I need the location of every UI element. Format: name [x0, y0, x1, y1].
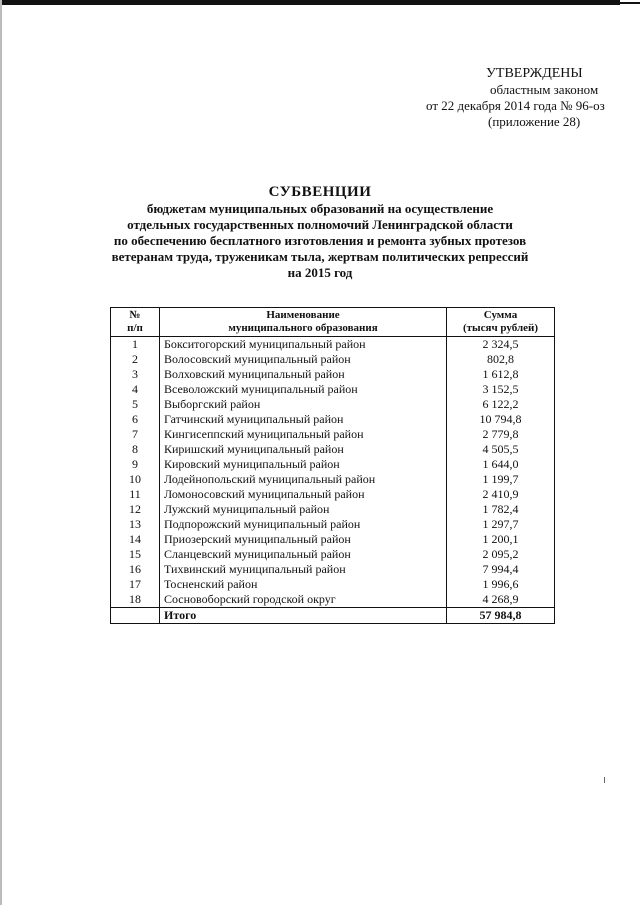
- row-sum: 1 996,6: [447, 577, 555, 592]
- table-row: [111, 592, 555, 608]
- row-name: Всеволожский муниципальный район: [160, 382, 447, 397]
- table-row: [111, 457, 555, 472]
- table-row: [111, 337, 555, 353]
- table-row: [111, 472, 555, 487]
- row-sum: 1 200,1: [447, 532, 555, 547]
- table-row: [111, 412, 555, 427]
- scan-left-edge: [0, 0, 2, 905]
- row-sum: 1 644,0: [447, 457, 555, 472]
- row-number: 2: [111, 352, 160, 367]
- header-sum: [447, 308, 555, 337]
- row-number: 12: [111, 502, 160, 517]
- row-number: 13: [111, 517, 160, 532]
- row-name: Ломоносовский муниципальный район: [160, 487, 447, 502]
- header-number-line1: №: [129, 309, 141, 321]
- row-sum: 2 095,2: [447, 547, 555, 562]
- row-sum: 1 199,7: [447, 472, 555, 487]
- row-sum: 4 505,5: [447, 442, 555, 457]
- row-number: 6: [111, 412, 160, 427]
- table-row: [111, 502, 555, 517]
- row-name: Приозерский муниципальный район: [160, 532, 447, 547]
- row-number: 15: [111, 547, 160, 562]
- row-sum: 1 782,4: [447, 502, 555, 517]
- table-row: [111, 442, 555, 457]
- total-number-empty: [111, 608, 160, 624]
- row-name: Бокситогорский муниципальный район: [160, 337, 447, 353]
- table-row: [111, 397, 555, 412]
- total-label: Итого: [160, 608, 447, 624]
- header-sum-line2: (тысяч рублей): [462, 322, 539, 334]
- row-sum: 6 122,2: [447, 397, 555, 412]
- table-row: [111, 487, 555, 502]
- row-number: 5: [111, 397, 160, 412]
- row-number: 18: [111, 592, 160, 608]
- document-heading: [60, 184, 580, 281]
- row-name: Подпорожский муниципальный район: [160, 517, 447, 532]
- approval-stamp: [420, 66, 620, 130]
- row-sum: 7 994,4: [447, 562, 555, 577]
- row-name: Волосовский муниципальный район: [160, 352, 447, 367]
- header-name-line1: Наименование: [266, 309, 340, 321]
- scan-top-border-tail: [600, 2, 640, 4]
- row-name: Сосновоборский городской округ: [160, 592, 447, 608]
- total-sum: 57 984,8: [447, 608, 555, 624]
- row-number: 16: [111, 562, 160, 577]
- row-number: 14: [111, 532, 160, 547]
- row-name: Гатчинский муниципальный район: [160, 412, 447, 427]
- table-row: [111, 367, 555, 382]
- approval-line-date: от 22 декабря 2014 года № 96-оз: [426, 98, 605, 113]
- table-row: [111, 427, 555, 442]
- heading-line-4: ветеранам труда, труженикам тыла, жертвам политических репрессий: [111, 249, 529, 264]
- row-sum: 2 779,8: [447, 427, 555, 442]
- header-sum-line1: Сумма: [483, 309, 518, 321]
- header-name: [160, 308, 447, 337]
- heading-line-2: отдельных государственных полномочий Ленинградской области: [127, 217, 513, 232]
- row-name: Волховский муниципальный район: [160, 367, 447, 382]
- row-number: 17: [111, 577, 160, 592]
- table-row: [111, 382, 555, 397]
- heading-line-1: бюджетам муниципальных образований на осуществление: [146, 201, 494, 216]
- row-number: 9: [111, 457, 160, 472]
- row-name: Кировский муниципальный район: [160, 457, 447, 472]
- row-sum: 2 324,5: [447, 337, 555, 353]
- row-number: 8: [111, 442, 160, 457]
- row-name: Кингисеппский муниципальный район: [160, 427, 447, 442]
- row-sum: 10 794,8: [447, 412, 555, 427]
- approval-line-law: областным законом: [490, 82, 599, 97]
- row-name: Тосненский район: [160, 577, 447, 592]
- table-row: [111, 517, 555, 532]
- subventions-table: [110, 307, 555, 624]
- row-sum: 802,8: [447, 352, 555, 367]
- row-name: Киришский муниципальный район: [160, 442, 447, 457]
- heading-line-5: на 2015 год: [287, 265, 353, 280]
- row-number: 11: [111, 487, 160, 502]
- row-sum: 1 612,8: [447, 367, 555, 382]
- row-name: Сланцевский муниципальный район: [160, 547, 447, 562]
- scan-top-border: [0, 0, 620, 5]
- row-name: Лодейнопольский муниципальный район: [160, 472, 447, 487]
- row-number: 4: [111, 382, 160, 397]
- document-title: СУБВЕНЦИИ: [268, 184, 372, 200]
- row-name: Выборгский район: [160, 397, 447, 412]
- row-name: Тихвинский муниципальный район: [160, 562, 447, 577]
- heading-line-3: по обеспечению бесплатного изготовления и ремонта зубных протезов: [113, 233, 527, 248]
- table-row: [111, 352, 555, 367]
- table-row: [111, 547, 555, 562]
- table-total-row: [111, 608, 555, 624]
- row-name: Лужский муниципальный район: [160, 502, 447, 517]
- approval-line-appendix: (приложение 28): [488, 114, 581, 129]
- row-sum: 3 152,5: [447, 382, 555, 397]
- approval-title: УТВЕРЖДЕНЫ: [486, 66, 583, 81]
- header-number-line2: п/п: [127, 322, 143, 334]
- row-sum: 4 268,9: [447, 592, 555, 608]
- table-header-row: [111, 308, 555, 337]
- row-number: 3: [111, 367, 160, 382]
- header-number: [111, 308, 160, 337]
- row-number: 10: [111, 472, 160, 487]
- table-row: [111, 562, 555, 577]
- scan-mark: [604, 777, 605, 783]
- row-sum: 1 297,7: [447, 517, 555, 532]
- row-number: 7: [111, 427, 160, 442]
- table-row: [111, 577, 555, 592]
- row-sum: 2 410,9: [447, 487, 555, 502]
- table-row: [111, 532, 555, 547]
- header-name-line2: муниципального образования: [228, 322, 378, 334]
- row-number: 1: [111, 337, 160, 353]
